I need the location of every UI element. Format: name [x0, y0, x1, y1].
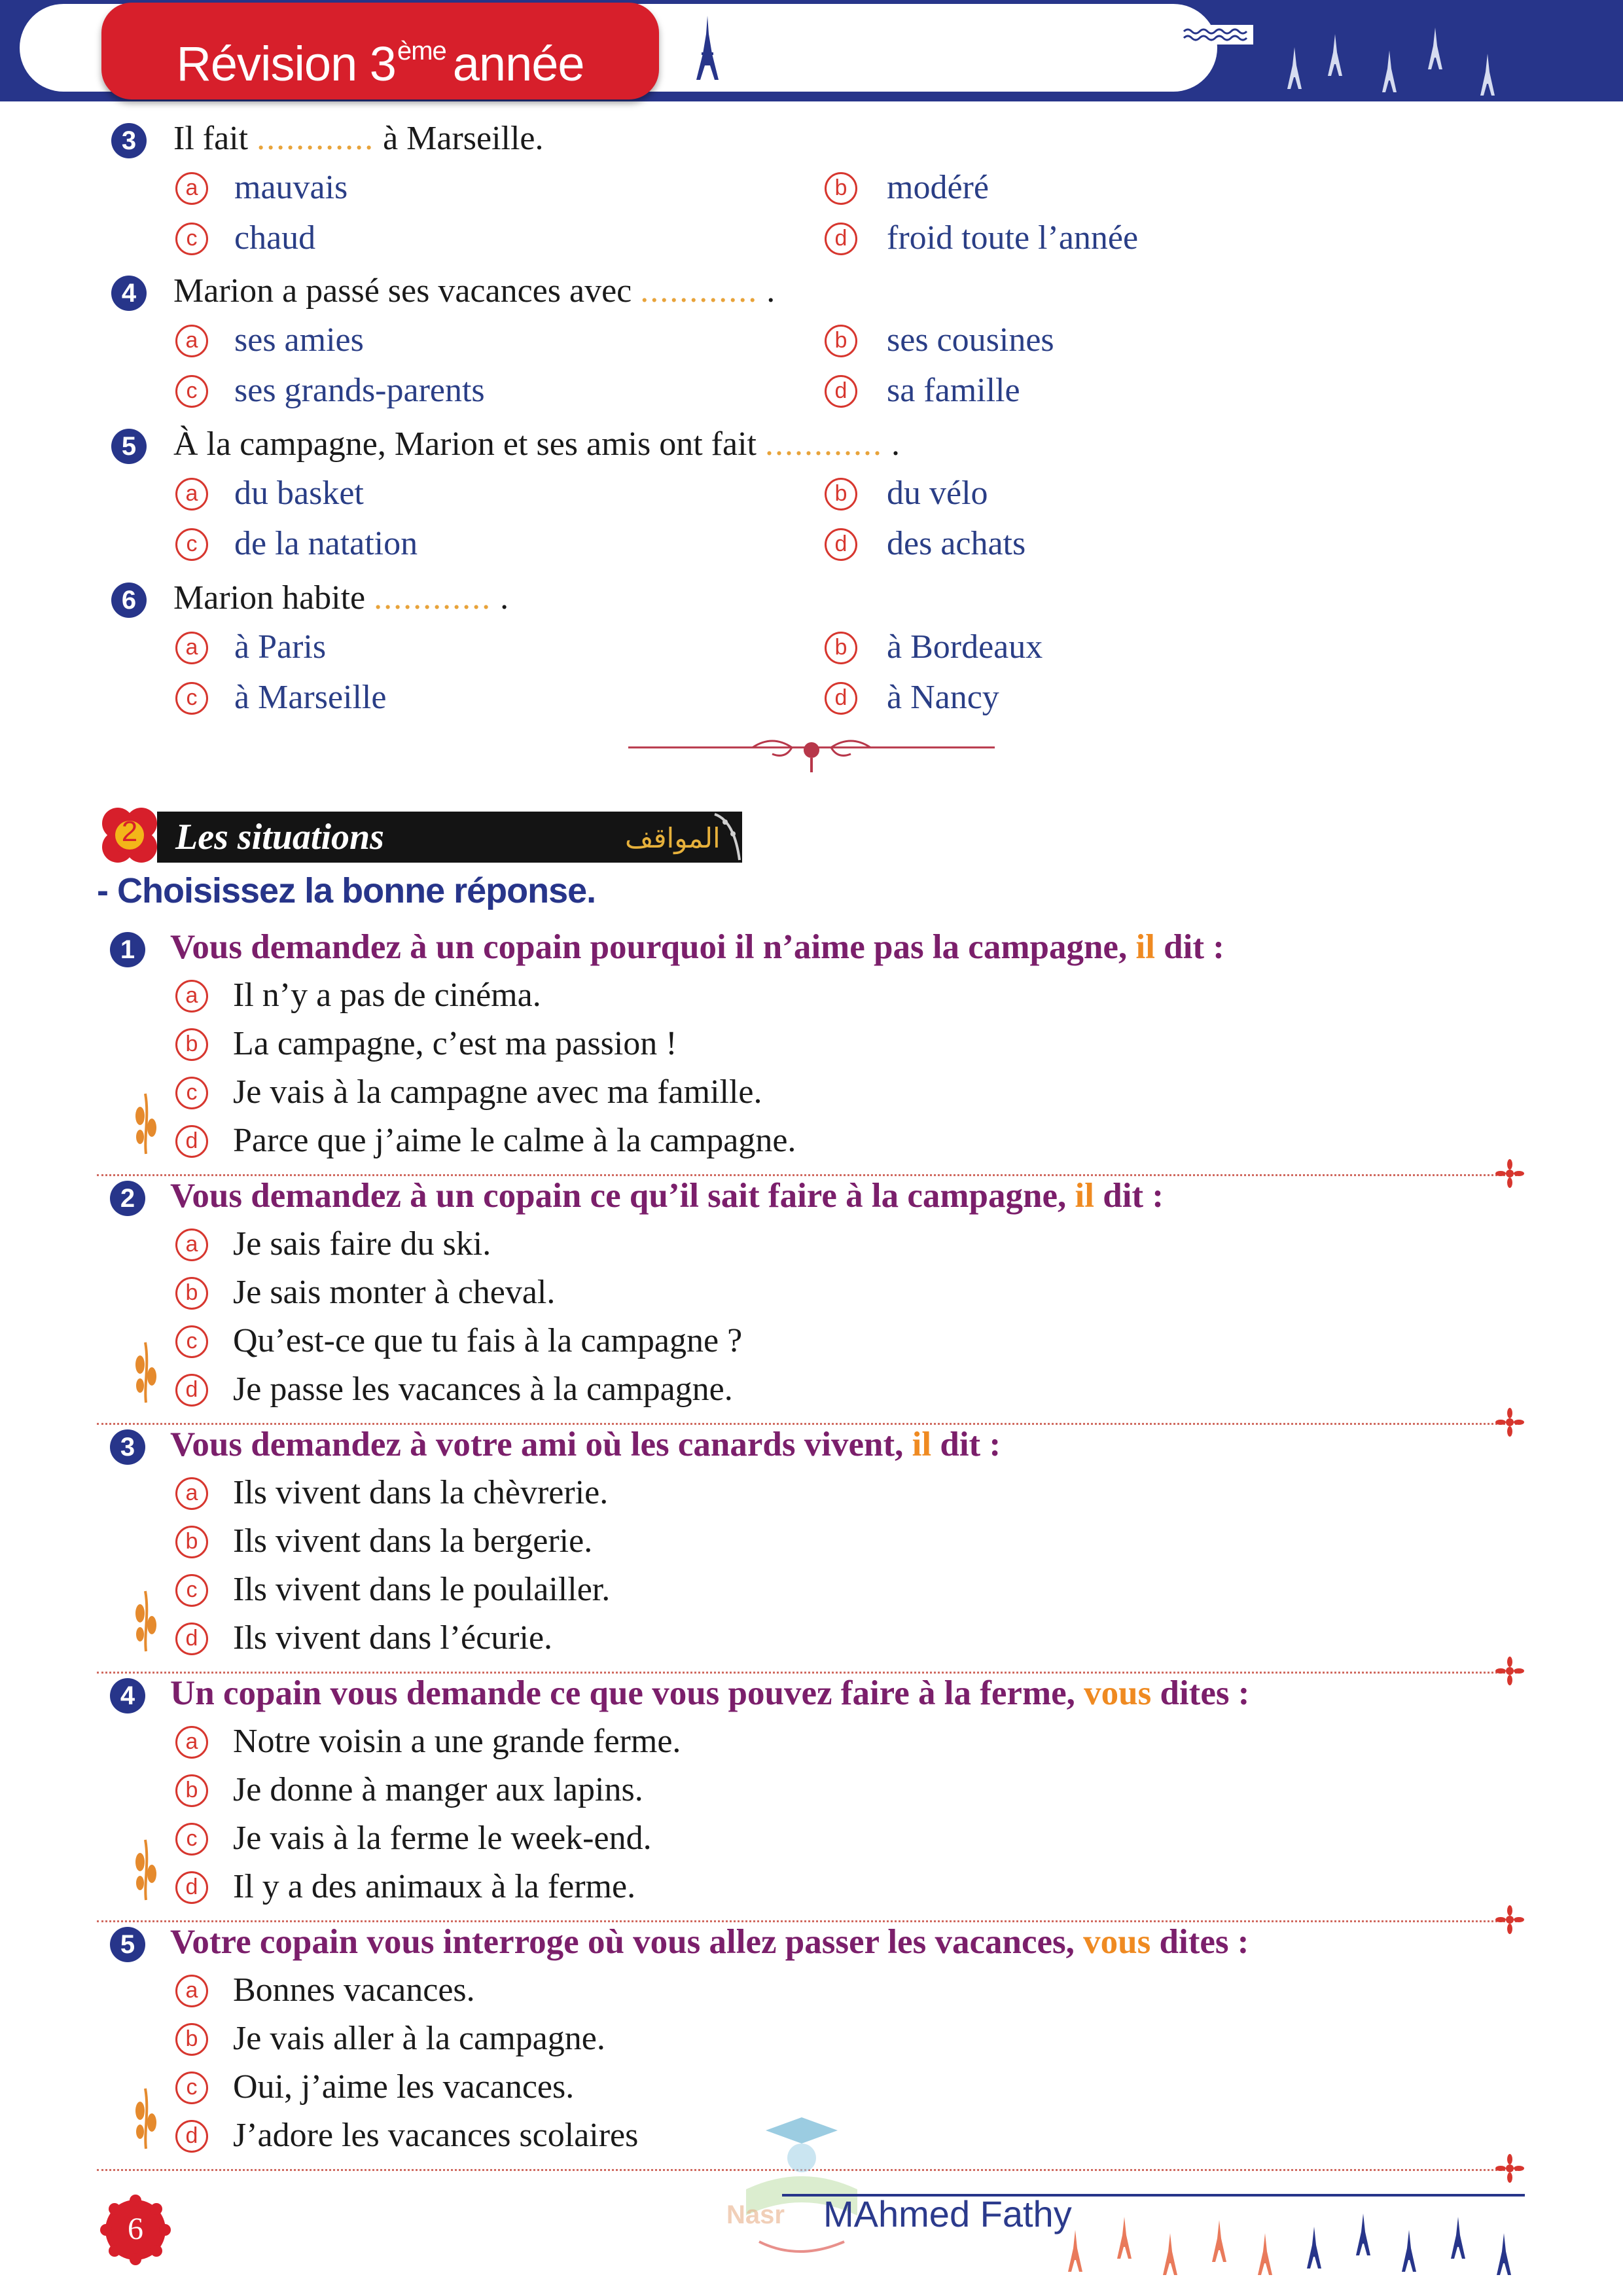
option-a-circle[interactable]: a: [175, 1975, 208, 2007]
option-a-circle[interactable]: a: [175, 172, 208, 205]
eiffel-tower-icon: [1351, 2209, 1375, 2261]
option-c[interactable]: Oui, j’aime les vacances.: [233, 2068, 575, 2106]
option-a-circle[interactable]: a: [175, 632, 208, 664]
question-number: 1: [110, 932, 145, 967]
option-a[interactable]: du basket: [234, 475, 364, 512]
option-c[interactable]: Je vais à la ferme le week-end.: [233, 1820, 652, 1857]
option-c-circle[interactable]: c: [175, 223, 208, 255]
ornament-divider: [628, 733, 995, 779]
option-c[interactable]: Qu’est-ce que tu fais à la campagne ?: [233, 1322, 743, 1359]
option-d-circle[interactable]: d: [175, 2120, 208, 2153]
question-number: 3: [110, 1429, 145, 1465]
eiffel-tower-icon: [1302, 2222, 1326, 2274]
option-b-circle[interactable]: b: [175, 1028, 208, 1061]
flower-sprig-icon: [130, 2085, 162, 2150]
eiffel-tower-icon: [1253, 2229, 1277, 2281]
option-a[interactable]: Je sais faire du ski.: [233, 1225, 491, 1263]
option-a-circle[interactable]: a: [175, 478, 208, 511]
question-number: 3: [111, 123, 147, 158]
page-number: 6: [128, 2212, 143, 2246]
option-a[interactable]: Notre voisin a une grande ferme.: [233, 1723, 681, 1760]
option-c-circle[interactable]: c: [175, 1077, 208, 1109]
question-number: 6: [111, 583, 147, 618]
option-c[interactable]: ses grands-parents: [234, 372, 485, 409]
flower-sprig-icon: [130, 1587, 162, 1653]
flower-icon: [1493, 1406, 1526, 1439]
option-d[interactable]: Il y a des animaux à la ferme.: [233, 1868, 636, 1905]
eiffel-tower-icon: [1492, 2229, 1516, 2281]
option-b[interactable]: du vélo: [887, 475, 988, 512]
option-d-circle[interactable]: d: [825, 223, 857, 255]
option-c-circle[interactable]: c: [175, 375, 208, 408]
question-text: Marion habite ............ .: [173, 579, 509, 617]
eiffel-tower-icon: [1158, 2229, 1182, 2281]
option-c-circle[interactable]: c: [175, 528, 208, 561]
flower-icon: [1493, 2152, 1526, 2185]
situation-question: Vous demandez à un copain pourquoi il n’aime pas la campagne, il dit :: [170, 928, 1224, 966]
option-c[interactable]: Je vais à la campagne avec ma famille.: [233, 1073, 762, 1111]
option-c[interactable]: Ils vivent dans le poulailler.: [233, 1571, 611, 1608]
option-c-circle[interactable]: c: [175, 2072, 208, 2104]
flower-icon: [1493, 1157, 1526, 1190]
option-b[interactable]: Ils vivent dans la bergerie.: [233, 1522, 593, 1560]
situation-question: Votre copain vous interroge où vous allez passer les vacances, vous dites :: [170, 1923, 1249, 1961]
option-a-circle[interactable]: a: [175, 980, 208, 1013]
option-b[interactable]: La campagne, c’est ma passion !: [233, 1025, 677, 1062]
option-a[interactable]: ses amies: [234, 321, 364, 359]
eiffel-tower-icon: [688, 14, 726, 86]
question-number: 4: [111, 276, 147, 311]
option-a[interactable]: à Paris: [234, 628, 327, 666]
eiffel-tower-icon: [1378, 49, 1401, 95]
option-a[interactable]: mauvais: [234, 169, 348, 206]
option-b-circle[interactable]: b: [825, 325, 857, 357]
option-b-circle[interactable]: b: [825, 172, 857, 205]
option-d[interactable]: Ils vivent dans l’écurie.: [233, 1619, 553, 1657]
option-a-circle[interactable]: a: [175, 325, 208, 357]
question-text: À la campagne, Marion et ses amis ont fait ............ .: [173, 425, 900, 463]
question-number: 4: [110, 1678, 145, 1713]
option-d-circle[interactable]: d: [175, 1871, 208, 1904]
option-d[interactable]: Parce que j’aime le calme à la campagne.: [233, 1122, 796, 1159]
option-a-circle[interactable]: a: [175, 1477, 208, 1510]
flower-sprig-icon: [130, 1090, 162, 1155]
author-signature: MAhmed Fathy: [823, 2193, 1072, 2234]
section-title: Les situations: [175, 817, 384, 857]
option-d[interactable]: sa famille: [887, 372, 1020, 409]
option-a[interactable]: Bonnes vacances.: [233, 1971, 475, 2009]
situation-question: Vous demandez à votre ami où les canards vivent, il dit :: [170, 1426, 1001, 1463]
eiffel-tower-icon: [1476, 52, 1499, 98]
section-title-arabic: المواقف: [625, 822, 721, 854]
eiffel-tower-icon: [1323, 33, 1347, 79]
option-c-circle[interactable]: c: [175, 1823, 208, 1856]
question-number: 5: [110, 1927, 145, 1962]
title-banner: [101, 3, 659, 99]
instruction-text: - Choisissez la bonne réponse.: [97, 871, 596, 910]
option-d-circle[interactable]: d: [825, 528, 857, 561]
option-a-circle[interactable]: a: [175, 1726, 208, 1759]
eiffel-tower-icon: [1423, 26, 1447, 72]
option-b-circle[interactable]: b: [175, 1774, 208, 1807]
option-b-circle[interactable]: b: [175, 2023, 208, 2056]
flower-sprig-icon: [130, 1836, 162, 1901]
option-b-circle[interactable]: b: [825, 632, 857, 664]
eiffel-tower-icon: [1063, 2225, 1087, 2278]
question-number: 2: [110, 1181, 145, 1216]
situation-question: Un copain vous demande ce que vous pouvez faire à la ferme, vous dites :: [170, 1674, 1250, 1712]
option-c[interactable]: de la natation: [234, 525, 418, 562]
eiffel-tower-icon: [1207, 2215, 1231, 2268]
option-a[interactable]: Il n’y a pas de cinéma.: [233, 977, 541, 1014]
option-b-circle[interactable]: b: [825, 478, 857, 511]
option-c-circle[interactable]: c: [175, 1325, 208, 1358]
wave-logo-icon: [1181, 25, 1253, 45]
page-title: Révision 3ème année: [176, 37, 584, 91]
option-b[interactable]: Je donne à manger aux lapins.: [233, 1771, 643, 1808]
option-b[interactable]: Je vais aller à la campagne.: [233, 2020, 605, 2057]
question-text: Il fait ............ à Marseille.: [173, 120, 544, 157]
flower-icon: [1493, 1903, 1526, 1936]
option-d[interactable]: des achats: [887, 525, 1026, 562]
option-d-circle[interactable]: d: [175, 1374, 208, 1407]
option-c-circle[interactable]: c: [175, 682, 208, 715]
option-b[interactable]: Je sais monter à cheval.: [233, 1274, 556, 1311]
option-d[interactable]: à Nancy: [887, 679, 999, 716]
question-text: Marion a passé ses vacances avec ............ .: [173, 272, 776, 310]
bar-corner-ornament: [712, 812, 742, 863]
option-d[interactable]: Je passe les vacances à la campagne.: [233, 1371, 733, 1408]
option-c[interactable]: à Marseille: [234, 679, 387, 716]
option-d[interactable]: J’adore les vacances scolaires: [233, 2117, 639, 2154]
option-b-circle[interactable]: b: [175, 1526, 208, 1558]
flower-icon: [1493, 1655, 1526, 1687]
option-a[interactable]: Ils vivent dans la chèvrerie.: [233, 1474, 609, 1511]
option-b-circle[interactable]: b: [175, 1277, 208, 1310]
situation-question: Vous demandez à un copain ce qu’il sait faire à la campagne, il dit :: [170, 1177, 1164, 1215]
option-b[interactable]: ses cousines: [887, 321, 1054, 359]
option-d-circle[interactable]: d: [825, 682, 857, 715]
option-c-circle[interactable]: c: [175, 1574, 208, 1607]
section-number: 2: [121, 816, 138, 848]
watermark-text: Nasr: [726, 2200, 785, 2229]
option-d[interactable]: froid toute l’année: [887, 219, 1139, 257]
eiffel-tower-icon: [1446, 2212, 1470, 2265]
option-b[interactable]: modéré: [887, 169, 989, 206]
eiffel-tower-icon: [1113, 2212, 1136, 2265]
eiffel-tower-icon: [1283, 46, 1306, 92]
option-c[interactable]: chaud: [234, 219, 316, 257]
option-b[interactable]: à Bordeaux: [887, 628, 1043, 666]
option-a-circle[interactable]: a: [175, 1229, 208, 1261]
eiffel-tower-icon: [1397, 2225, 1421, 2278]
question-number: 5: [111, 429, 147, 464]
option-d-circle[interactable]: d: [825, 375, 857, 408]
option-d-circle[interactable]: d: [175, 1623, 208, 1655]
flower-sprig-icon: [130, 1338, 162, 1404]
option-d-circle[interactable]: d: [175, 1125, 208, 1158]
